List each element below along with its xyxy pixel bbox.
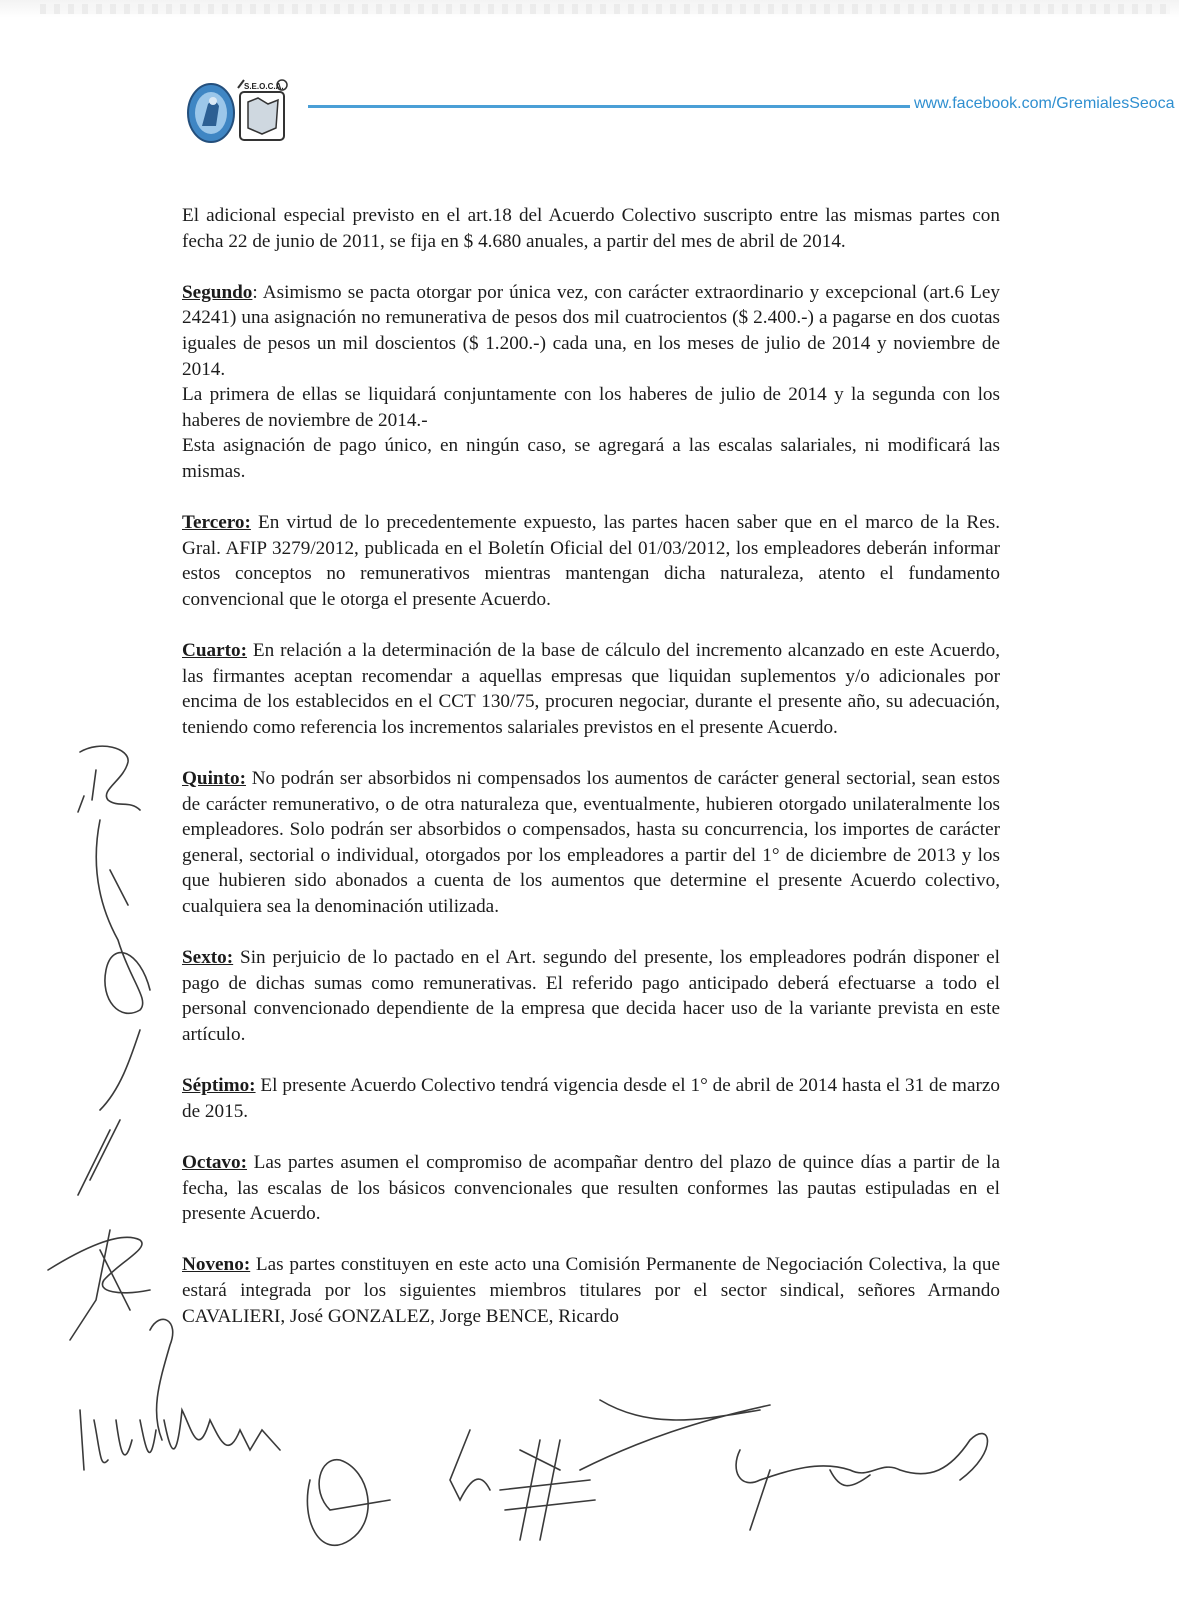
article-segundo-cont: La primera de ellas se liquidará conjuntamente con los haberes de julio de 2014 y la segunda con los haberes de noviembre de 2014.- xyxy=(182,384,1000,431)
article-heading: Cuarto: xyxy=(182,640,248,662)
document-body xyxy=(182,203,1000,1329)
header-rule xyxy=(308,105,910,108)
seoca-logo-text: S.E.O.C.A. xyxy=(244,82,284,91)
seoca-logo xyxy=(236,78,288,144)
article-sexto xyxy=(182,945,1000,1047)
scan-artifact xyxy=(40,4,1170,14)
bottom-signature-7 xyxy=(750,1470,870,1530)
bottom-signature-3 xyxy=(450,1430,490,1500)
article-segundo xyxy=(182,280,1000,382)
article-heading: Séptimo: xyxy=(182,1075,256,1097)
article-heading: Sexto: xyxy=(182,947,234,969)
article-text: El presente Acuerdo Colectivo tendrá vigencia desde el 1° de abril de 2014 hasta el 31 de marzo de 2015. xyxy=(182,1075,1000,1122)
letterhead xyxy=(186,78,1175,148)
bottom-signature-5 xyxy=(580,1400,770,1470)
article-text: En relación a la determinación de la base de cálculo del incremento alcanzado en este Acuerdo, las firmantes aceptan recomendar a aquellas empresas que liquidan suplementos y/o adicionales por encima de los establecidos en el CCT 130/75, procuren negociar, durante el presente año, su adecuación, teniendo como referencia los incrementos salariales previstos en el presente Acuerdo. xyxy=(182,640,1000,738)
article-text: : Asimismo se pacta otorgar por única vez, con carácter extraordinario y excepcional (art.6 Ley 24241) una asignación no remunerativa de pesos dos mil cuatrocientos ($ 2.400.-) a pagarse en dos cuotas iguales de pesos un mil doscientos ($ 1.200.-) cada una, en los meses de julio de 2014 y noviembre de 2014. xyxy=(182,281,1000,380)
article-octavo xyxy=(182,1150,1000,1227)
margin-signature-1 xyxy=(80,746,140,810)
margin-signature-2 xyxy=(78,770,96,812)
article-text: Las partes constituyen en este acto una Comisión Permanente de Negociación Colectiva, la que estará integrada por los siguientes miembros titulares por el sector sindical, señores Armando CAVALIERI, José GONZALEZ, Jorge BENCE, Ricardo xyxy=(182,1254,1000,1327)
margin-signature-6 xyxy=(48,1237,150,1292)
article-text: No podrán ser absorbidos ni compensados los aumentos de carácter general sectorial, sean estos de carácter remunerativo, o de otra naturaleza que, eventualmente, hubieren otorgado unilateralmente los empleadores. Solo podrán ser absorbidos o compensados, hasta su concurrencia, los importes de carácter general, sectorial o individual, otorgados por los empleadores a partir del 1° de diciembre de 2013 y los que hubieren sido abonados a cuenta de los aumentos que determine el presente Acuerdo colectivo, cualquiera sea la denominación utilizada. xyxy=(182,768,1000,918)
bottom-signature-2 xyxy=(307,1460,390,1546)
facebook-link[interactable]: www.facebook.com/GremialesSeoca xyxy=(914,95,1175,112)
margin-signature-5 xyxy=(78,1120,120,1195)
article-heading: Segundo xyxy=(182,281,253,303)
margin-signature-3 xyxy=(96,820,150,1013)
intro-paragraph: El adicional especial previsto en el art.18 del Acuerdo Colectivo suscripto entre las mismas partes con fecha 22 de junio de 2011, se fija en $ 4.680 anuales, a partir del mes de abril de 2014. xyxy=(182,205,1000,252)
article-tercero xyxy=(182,510,1000,612)
article-noveno xyxy=(182,1252,1000,1329)
article-heading: Quinto: xyxy=(182,768,246,790)
article-heading: Noveno: xyxy=(182,1254,251,1276)
article-text: Sin perjuicio de lo pactado en el Art. segundo del presente, los empleadores podrán disponer el pago de dichas sumas como remunerativas. El referido pago anticipado deberá efectuarse a todo el personal convencionado dependiente de la empresa que decida hacer uso de la variante prevista en este artículo. xyxy=(182,947,1000,1045)
bottom-signature-4 xyxy=(500,1440,595,1540)
article-cuarto xyxy=(182,638,1000,740)
bottom-signature-1 xyxy=(80,1410,280,1470)
article-heading: Tercero: xyxy=(182,512,251,534)
margin-signature-7 xyxy=(70,1230,130,1340)
article-quinto xyxy=(182,766,1000,920)
article-septimo xyxy=(182,1073,1000,1124)
margin-signature-4 xyxy=(100,870,140,1110)
article-heading: Octavo: xyxy=(182,1151,248,1173)
margin-signature-8 xyxy=(150,1319,173,1440)
article-text: En virtud de lo precedentemente expuesto, las partes hacen saber que en el marco de la Res. Gral. AFIP 3279/2012, publicada en el Boletín Oficial del 01/03/2012, los empleadores deberán informar estos conceptos no remunerativos mientras mantengan dicha naturaleza, atento el fundamento convencional que le otorga el presente Acuerdo. xyxy=(182,512,1000,610)
union-emblem-icon xyxy=(186,82,236,144)
article-text: Las partes asumen el compromiso de acompañar dentro del plazo de quince días a partir de la fecha, las escalas de los básicos convencionales que resulten conformes las pautas estipuladas en el presente Acuerdo. xyxy=(182,1151,1000,1225)
bottom-signature-6 xyxy=(736,1434,987,1483)
article-segundo-cont2: Esta asignación de pago único, en ningún caso, se agregará a las escalas salariales, ni modificará las mismas. xyxy=(182,435,1000,482)
